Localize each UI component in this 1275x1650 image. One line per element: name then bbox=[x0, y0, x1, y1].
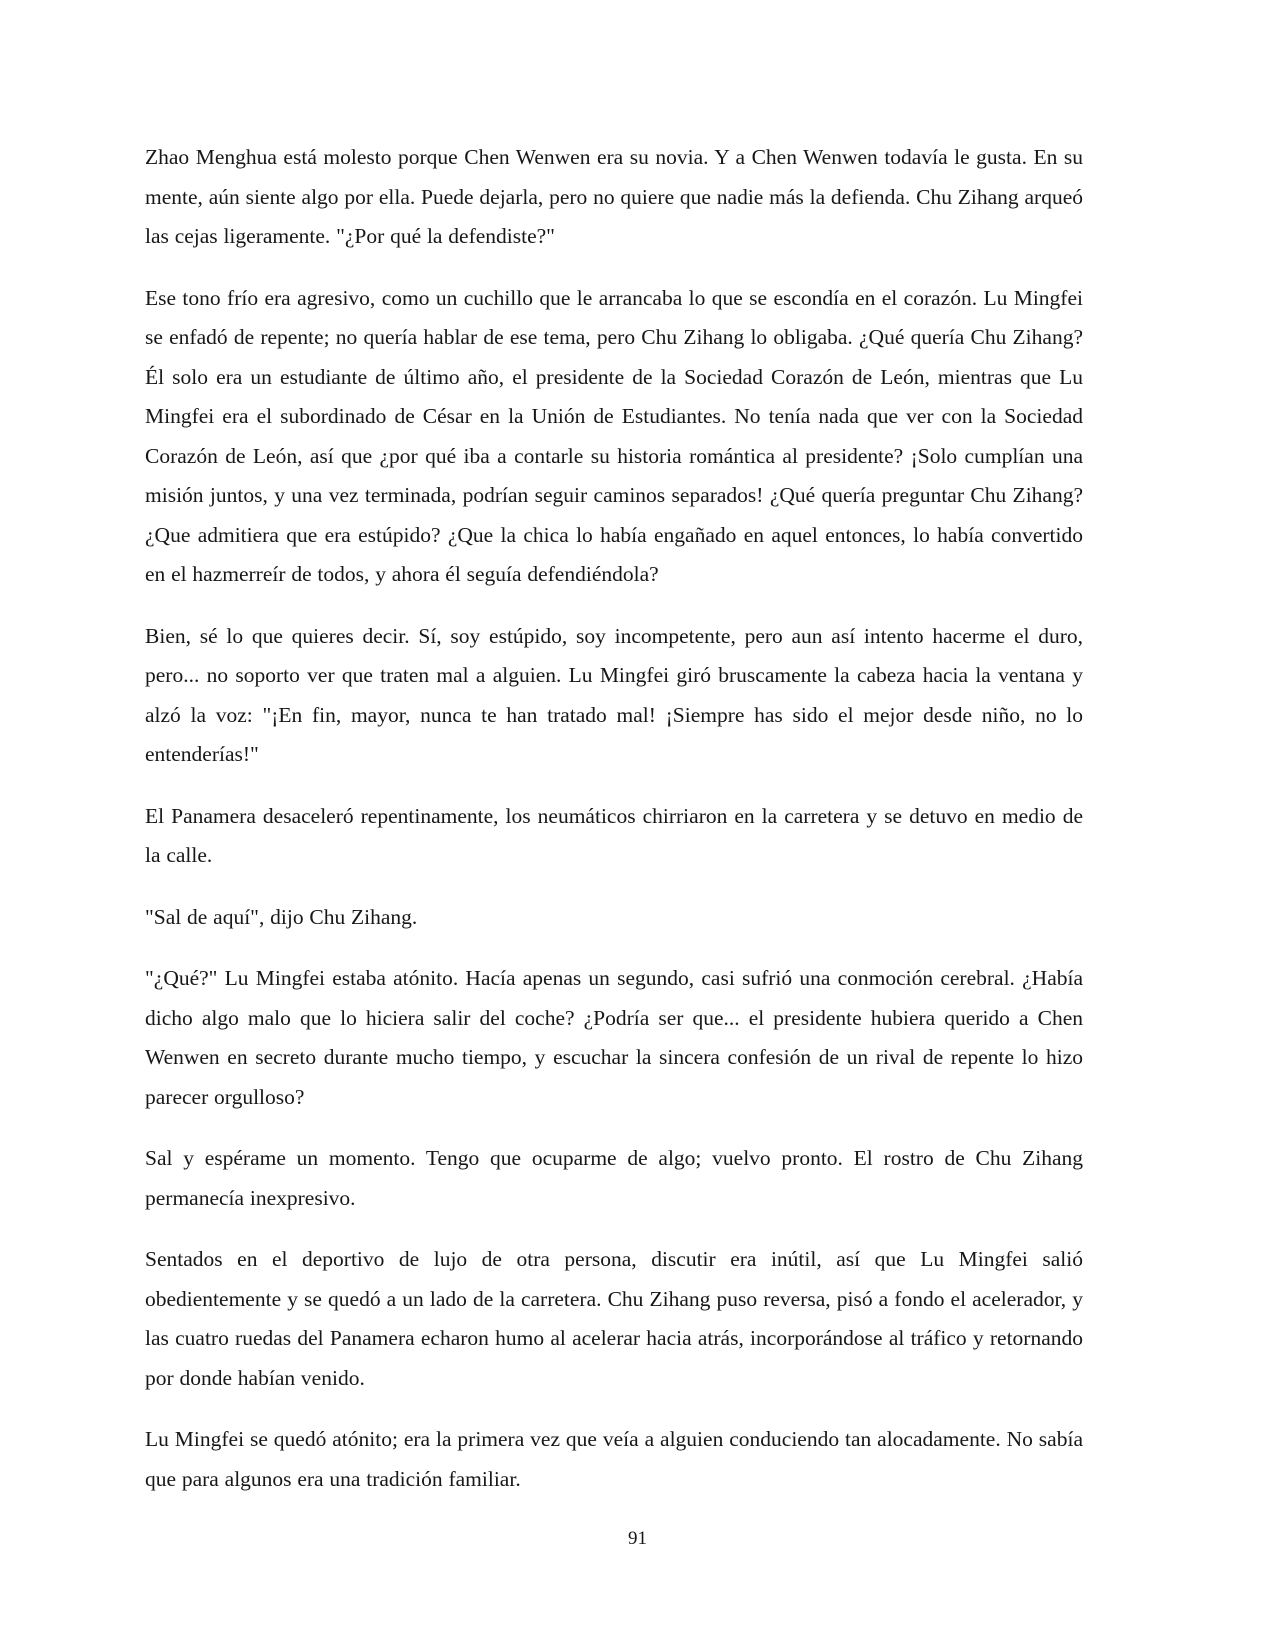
paragraph: "¿Qué?" Lu Mingfei estaba atónito. Hacía apenas un segundo, casi sufrió una conmoción cerebral. ¿Había dicho algo malo que lo hiciera salir del coche? ¿Podría ser que... el presidente hubiera querido a Chen Wenwen en secreto durante mucho tiempo, y escuchar la sincera confesión de un rival de repente lo hizo parecer orgulloso? bbox=[145, 966, 1083, 1109]
body-text-column bbox=[145, 138, 1083, 1499]
paragraph: Zhao Menghua está molesto porque Chen Wenwen era su novia. Y a Chen Wenwen todavía le gusta. En su mente, aún siente algo por ella. Puede dejarla, pero no quiere que nadie más la defienda. Chu Zihang arqueó las cejas ligeramente. "¿Por qué la defendiste?" bbox=[145, 145, 1083, 248]
paragraph: Bien, sé lo que quieres decir. Sí, soy estúpido, soy incompetente, pero aun así intento hacerme el duro, pero... no soporto ver que traten mal a alguien. Lu Mingfei giró bruscamente la cabeza hacia la ventana y alzó la voz: "¡En fin, mayor, nunca te han tratado mal! ¡Siempre has sido el mejor desde niño, no lo entenderías!" bbox=[145, 623, 1083, 766]
paragraph: "Sal de aquí", dijo Chu Zihang. bbox=[145, 904, 418, 929]
paragraph: Ese tono frío era agresivo, como un cuchillo que le arrancaba lo que se escondía en el corazón. Lu Mingfei se enfadó de repente; no quería hablar de ese tema, pero Chu Zihang lo obligaba. ¿Qué quería Chu Zihang? Él solo era un estudiante de último año, el presidente de la Sociedad Corazón de León, mientras que Lu Mingfei era el subordinado de César en la Unión de Estudiantes. No tenía nada que ver con la Sociedad Corazón de León, así que ¿por qué iba a contarle su historia romántica al presidente? ¡Solo cumplían una misión juntos, y una vez terminada, podrían seguir caminos separados! ¿Qué quería preguntar Chu Zihang? ¿Que admitiera que era estúpido? ¿Que la chica lo había engañado en aquel entonces, lo había convertido en el hazmerreír de todos, y ahora él seguía defendiéndola? bbox=[145, 285, 1083, 586]
paragraph: Sentados en el deportivo de lujo de otra persona, discutir era inútil, así que Lu Mingfei salió obedientemente y se quedó a un lado de la carretera. Chu Zihang puso reversa, pisó a fondo el acelerador, y las cuatro ruedas del Panamera echaron humo al acelerar hacia atrás, incorporándose al tráfico y retornando por donde habían venido. bbox=[145, 1247, 1083, 1390]
paragraph: El Panamera desaceleró repentinamente, los neumáticos chirriaron en la carretera y se detuvo en medio de la calle. bbox=[145, 803, 1083, 867]
paragraph: Lu Mingfei se quedó atónito; era la primera vez que veía a alguien conduciendo tan alocadamente. No sabía que para algunos era una tradición familiar. bbox=[145, 1427, 1083, 1491]
page-number: 91 bbox=[628, 1528, 647, 1549]
paragraph: Sal y espérame un momento. Tengo que ocuparme de algo; vuelvo pronto. El rostro de Chu Zihang permanecía inexpresivo. bbox=[145, 1146, 1083, 1210]
